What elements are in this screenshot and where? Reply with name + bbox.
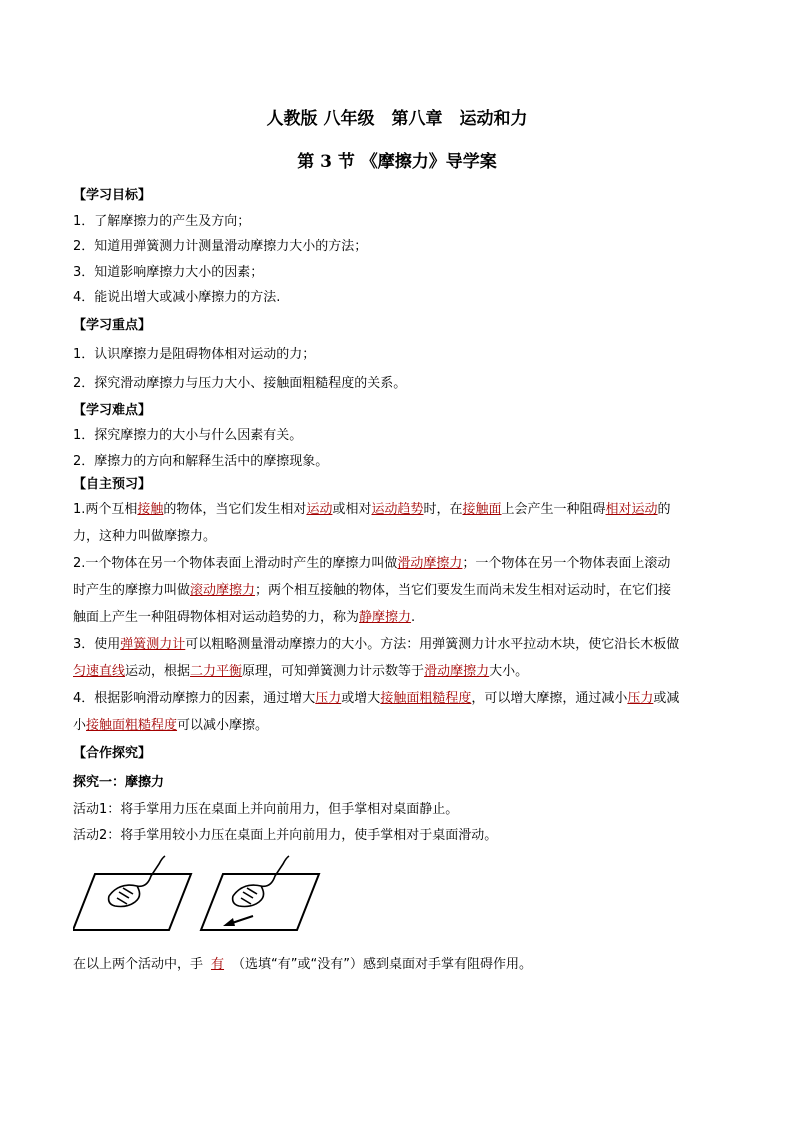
text: 可以粗略测量滑动摩擦力的大小。方法：用弹簧测力计水平拉动木块，使它沿长木板做 [185, 637, 680, 652]
text: 或减 [653, 691, 680, 706]
text: 在以上两个活动中，手 [73, 957, 204, 972]
difficulty-item: 2．摩擦力的方向和解释生活中的摩擦现象。 [73, 453, 329, 469]
question-line [73, 952, 723, 978]
answer: 静摩擦力 [359, 610, 412, 625]
text: 或相对 [332, 502, 372, 517]
text: ；两个相互接触的物体，当它们要发生而尚未发生相对运动时，在它们接 [255, 583, 672, 598]
answer: 压力 [315, 691, 342, 706]
text: 的 [657, 502, 671, 517]
activity-2: 活动2：将手掌用较小力压在桌面上并向前用力，使手掌相对于桌面滑动。 [73, 827, 498, 843]
document-body [73, 183, 723, 978]
answer: 接触面 [462, 502, 502, 517]
text: 或增大 [341, 691, 381, 706]
answer: 接触面粗糙程度 [86, 718, 178, 733]
text: 运动，根据 [125, 664, 191, 679]
text: 小 [73, 718, 87, 733]
answer: 相对运动 [605, 502, 658, 517]
text: 上会产生一种阻碍 [501, 502, 606, 517]
key-point-item: 2．探究滑动摩擦力与压力大小、接触面粗糙程度的关系。 [73, 375, 407, 391]
text: 大小。 [489, 664, 529, 679]
preview-paragraph-4 [73, 685, 723, 739]
key-point-item: 1．认识摩擦力是阻碍物体相对运动的力； [73, 346, 316, 362]
answer: 运动趋势 [371, 502, 424, 517]
text: 4．根据影响滑动摩擦力的因素，通过增大 [73, 691, 316, 706]
preview-paragraph-1 [73, 496, 723, 550]
answer: 弹簧测力计 [120, 637, 186, 652]
text: . [411, 610, 416, 625]
text: 2.一个物体在另一个物体表面上滑动时产生的摩擦力叫做 [73, 556, 398, 571]
cooperation-heading: 【合作探究】 [73, 746, 152, 761]
motion-arrow-head [223, 918, 235, 926]
text: 触面上产生一种阻碍物体相对运动趋势的力，称为 [73, 610, 360, 625]
explore-one-heading: 探究一：摩擦力 [73, 775, 165, 790]
answer: 接触面粗糙程度 [380, 691, 472, 706]
objectives-heading: 【学习目标】 [73, 188, 152, 203]
hand-on-table-figure [73, 852, 723, 952]
text: 原理，可知弹簧测力计示数等于 [242, 664, 425, 679]
text: 时，在 [423, 502, 463, 517]
preview-heading: 【自主预习】 [73, 477, 152, 492]
text: 1.两个互相 [73, 502, 138, 517]
text: ；一个物体在另一个物体表面上滚动 [462, 556, 671, 571]
answer: 匀速直线 [73, 664, 126, 679]
text: 3．使用 [73, 637, 121, 652]
answer-blank: 有 [211, 957, 225, 972]
text: ，可以增大摩擦，通过减小 [471, 691, 628, 706]
key-points-heading: 【学习重点】 [73, 317, 152, 333]
text: 可以减小摩擦。 [177, 718, 269, 733]
activity-1: 活动1：将手掌用力压在桌面上并向前用力，但手掌相对桌面静止。 [73, 802, 459, 817]
hand-illustration [73, 852, 373, 952]
objective-item: 4．能说出增大或减小摩擦力的方法. [73, 290, 281, 305]
text: 力，这种力叫做摩擦力。 [73, 529, 217, 544]
text: （选填“有”或“没有”）感到桌面对手掌有阻碍作用。 [232, 957, 532, 972]
answer: 运动 [306, 502, 333, 517]
document-title: 人教版 八年级 第八章 运动和力 [266, 109, 528, 129]
text: 时产生的摩擦力叫做 [73, 583, 191, 598]
answer: 滑动摩擦力 [424, 664, 490, 679]
difficulties-heading: 【学习难点】 [73, 402, 152, 418]
hand-2 [233, 856, 289, 907]
answer: 滚动摩擦力 [190, 583, 256, 598]
objective-item: 1．了解摩擦力的产生及方向； [73, 213, 251, 229]
answer: 接触 [137, 502, 164, 517]
text: 的物体，当它们发生相对 [163, 502, 307, 517]
answer: 二力平衡 [190, 664, 243, 679]
answer: 滑动摩擦力 [397, 556, 463, 571]
hand-1 [109, 856, 165, 907]
preview-paragraph-2 [73, 550, 723, 631]
document-subtitle: 第 3 节 《摩擦力》导学案 [297, 152, 497, 172]
answer: 压力 [627, 691, 654, 706]
objective-item: 3．知道影响摩擦力大小的因素； [73, 264, 264, 280]
difficulty-item: 1．探究摩擦力的大小与什么因素有关。 [73, 428, 303, 443]
table-outline-1 [73, 874, 191, 930]
preview-paragraph-3 [73, 631, 723, 685]
objective-item: 2．知道用弹簧测力计测量滑动摩擦力大小的方法； [73, 239, 368, 254]
